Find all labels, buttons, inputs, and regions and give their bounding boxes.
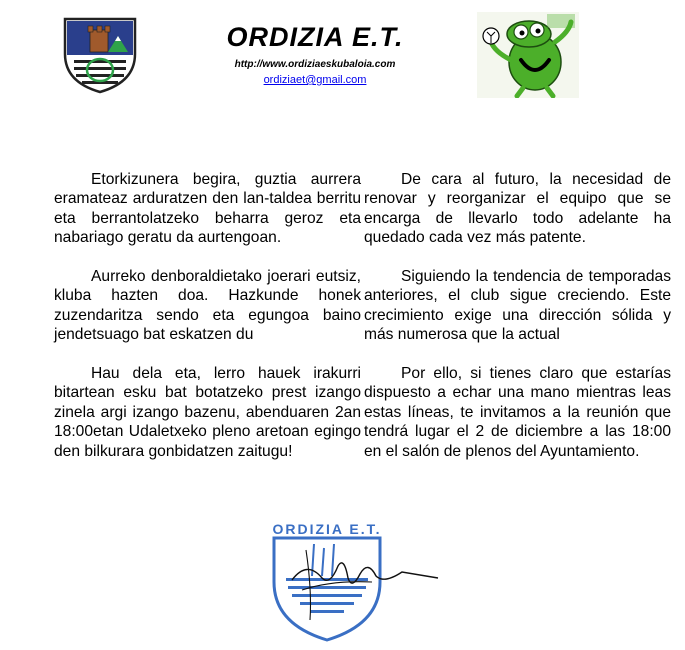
basque-paragraph-2: Aurreko denboraldietako joerari eutsiz, kluba hazten doa. Hazkunde honek zuzendaritza sendo eta egungoa baino jendetsuago bat eskatzen du bbox=[54, 268, 361, 344]
club-name-title: ORDIZIA E.T. bbox=[226, 22, 404, 52]
svg-text:ORDIZIA E.T.: ORDIZIA E.T. bbox=[272, 521, 382, 537]
spanish-paragraph-3: Por ello, si tienes claro que estarías dispuesto a echar una mano mientras leas estas líneas, te invitamos a la reunión que tendrá lugar el 2 de diciembre a las 18:00 en el salón de plenos del Ayuntamiento. bbox=[364, 365, 671, 460]
club-stamp-with-signature bbox=[252, 520, 452, 646]
frog-mascot-logo bbox=[477, 12, 579, 98]
club-crest-logo bbox=[62, 16, 138, 94]
spanish-paragraph-1: De cara al futuro, la necesidad de renovar y reorganizar el equipo que se encarga de llevarlo todo adelante ha quedado cada vez más patente. bbox=[364, 171, 671, 247]
basque-paragraph-1: Etorkizunera begira, guztia aurrera eramateaz arduratzen den lan-taldea berritu eta berrantolatzeko beharra geroz eta nabariago geratu da aurtengoan. bbox=[54, 171, 361, 247]
email-link[interactable]: ordiziaet@gmail.com bbox=[263, 74, 367, 86]
spanish-paragraph-2: Siguiendo la tendencia de temporadas anteriores, el club sigue creciendo. Este crecimiento exige una dirección sólida y más numerosa que la actual bbox=[364, 268, 671, 344]
website-url: http://www.ordiziaeskubaloia.com bbox=[234, 59, 396, 70]
spanish-text-column bbox=[364, 170, 671, 480]
basque-text-column bbox=[54, 170, 361, 480]
basque-paragraph-3: Hau dela eta, lerro hauek irakurri bitartean esku bat botatzeko prest izango zinela argi izango bazenu, abenduaren 2an 18:00etan Udaletxeko pleno aretoan egingo den bilkurara gonbidatzen zaitugu! bbox=[54, 365, 361, 460]
